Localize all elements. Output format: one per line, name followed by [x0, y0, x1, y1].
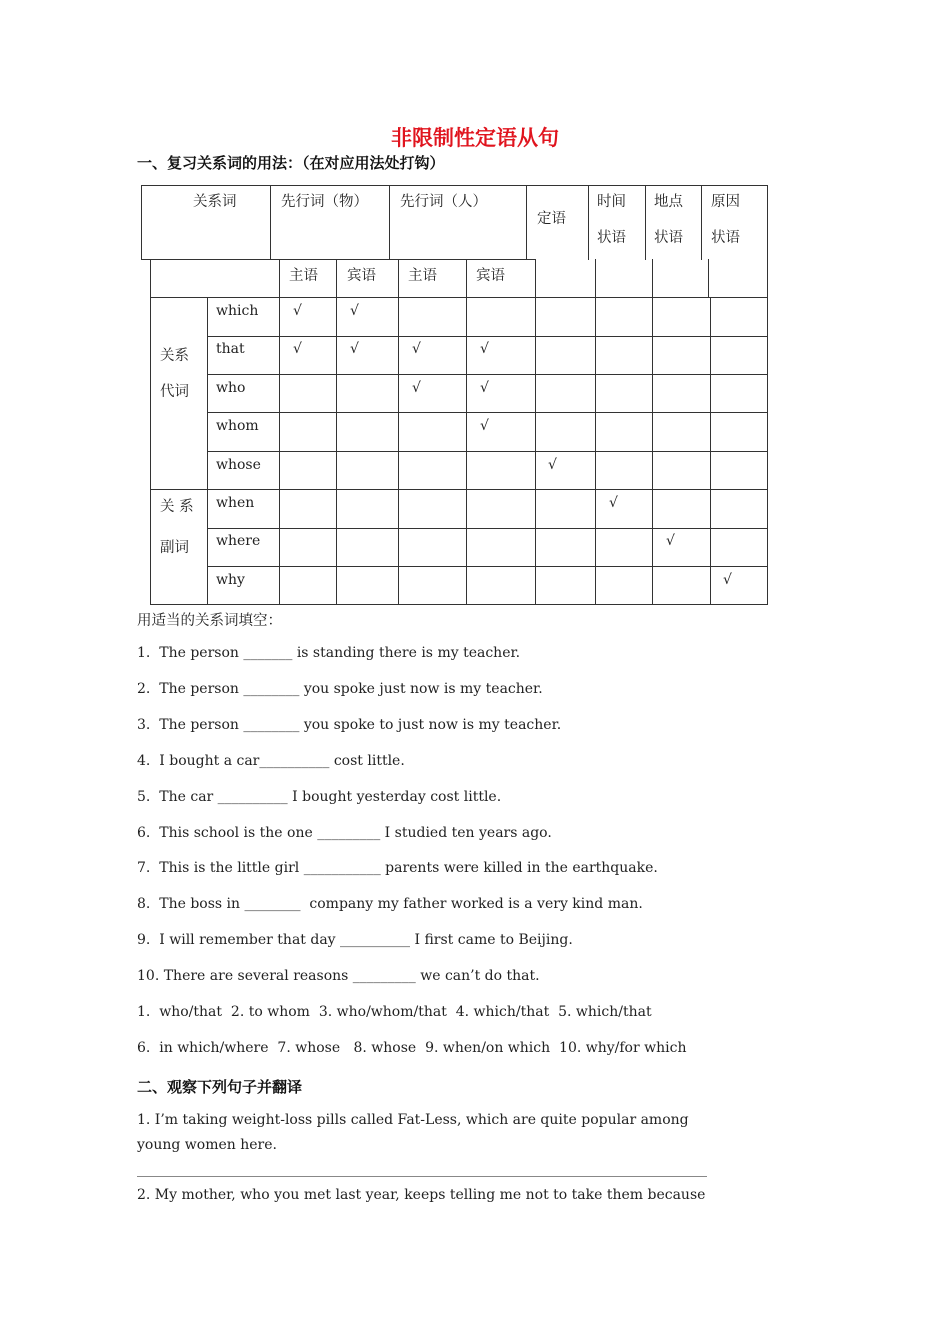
table-border	[207, 412, 768, 413]
table-border	[708, 259, 709, 297]
table-border	[141, 185, 768, 186]
table-border	[207, 336, 768, 337]
question-item: 4. I bought a car__________ cost little.	[137, 752, 405, 769]
header-place-adverbial: 状语	[654, 230, 683, 246]
relative-word-when: when	[216, 495, 255, 511]
check-mark: √	[350, 303, 359, 319]
answer-line: 6. in which/where 7. whose 8. whose 9. when/on which 10. why/for which	[137, 1040, 687, 1056]
table-border	[207, 566, 768, 567]
check-mark: √	[548, 456, 557, 473]
group-label-relative-pronoun-2: 代词	[160, 384, 189, 400]
table-border	[336, 259, 337, 605]
table-border	[150, 297, 710, 298]
header-subject-person: 主语	[408, 268, 437, 284]
table-border	[588, 185, 589, 260]
question-item: 6. This school is the one _________ I studied ten years ago.	[137, 824, 552, 841]
header-attributive: 定语	[537, 211, 566, 227]
section-heading-2: 二、观察下列句子并翻译	[137, 1078, 303, 1096]
table-border	[398, 259, 399, 605]
table-border	[526, 185, 527, 260]
group-label-relative-adverb: 关 系	[160, 499, 194, 515]
check-mark: √	[293, 341, 302, 358]
header-reason: 原因	[711, 194, 740, 210]
table-border	[141, 259, 535, 260]
example-sentence-1: 1. I’m taking weight-loss pills called Fat-Less, which are quite popular among	[137, 1112, 689, 1128]
table-border	[207, 528, 768, 529]
question-item: 9. I will remember that day __________ I first came to Beijing.	[137, 932, 573, 949]
fill-blank-instructions: 用适当的关系词填空：	[137, 613, 282, 629]
question-item: 3. The person ________ you spoke to just now is my teacher.	[137, 716, 562, 733]
check-mark: √	[412, 379, 421, 396]
header-relword: 关系词	[193, 194, 237, 210]
question-item: 5. The car __________ I bought yesterday cost little.	[137, 788, 502, 805]
question-item: 7. This is the little girl ___________ parents were killed in the earthquake.	[137, 860, 658, 877]
page-title: 非限制性定语从句	[391, 126, 559, 150]
question-item: 8. The boss in ________ company my father worked is a very kind man.	[137, 896, 643, 913]
group-label-relative-pronoun: 关系	[160, 348, 189, 364]
header-object-person: 宾语	[476, 268, 505, 284]
check-mark: √	[480, 341, 489, 358]
check-mark: √	[480, 379, 489, 396]
header-reason-adverbial: 状语	[711, 230, 740, 246]
relative-word-whose: whose	[216, 456, 261, 473]
answer-line: 1. who/that 2. to whom 3. who/whom/that 4. which/that 5. which/that	[137, 1004, 652, 1020]
header-antecedent-person: 先行词（人）	[400, 194, 487, 210]
check-mark: √	[350, 341, 359, 358]
table-border	[207, 374, 768, 375]
check-mark: √	[666, 533, 675, 550]
relative-word-that: that	[216, 341, 245, 358]
table-border	[701, 185, 702, 260]
check-mark: √	[723, 571, 732, 588]
example-sentence-1-continued: young women here.	[137, 1137, 277, 1153]
table-border	[207, 451, 768, 452]
table-border	[150, 489, 768, 490]
header-time: 时间	[597, 194, 626, 210]
table-border	[701, 297, 768, 298]
relative-word-which: which	[216, 303, 259, 319]
example-sentence-2: 2. My mother, who you met last year, keeps telling me not to take them because	[137, 1187, 706, 1203]
check-mark: √	[293, 303, 302, 319]
check-mark: √	[480, 418, 489, 435]
header-object-thing: 宾语	[347, 268, 376, 284]
table-border	[150, 604, 768, 605]
table-border	[150, 259, 151, 605]
relative-word-whom: whom	[216, 418, 259, 435]
table-border	[389, 185, 390, 260]
relative-word-where: where	[216, 533, 261, 550]
table-border	[141, 185, 142, 260]
table-border	[535, 259, 536, 605]
relative-word-why: why	[216, 571, 245, 588]
table-border	[767, 185, 768, 605]
header-time-adverbial: 状语	[597, 230, 626, 246]
table-border	[270, 185, 271, 260]
header-antecedent-thing: 先行词（物）	[281, 194, 368, 210]
header-subject-thing: 主语	[289, 268, 318, 284]
table-border	[466, 259, 467, 605]
check-mark: √	[412, 341, 421, 358]
question-item: 2. The person ________ you spoke just now is my teacher.	[137, 680, 543, 697]
header-place: 地点	[654, 194, 683, 210]
question-item: 10. There are several reasons _________ we can’t do that.	[137, 968, 540, 985]
check-mark: √	[609, 495, 618, 511]
table-border	[279, 259, 280, 605]
table-border	[645, 185, 646, 260]
relative-word-who: who	[216, 379, 246, 396]
translation-line	[137, 1176, 707, 1177]
question-item: 1. The person _______ is standing there is my teacher.	[137, 645, 521, 661]
section-heading-1: 一、复习关系词的用法：（在对应用法处打钩）	[137, 154, 445, 172]
table-border	[595, 259, 596, 605]
table-border	[652, 259, 653, 605]
group-label-relative-adverb-2: 副词	[160, 540, 189, 556]
